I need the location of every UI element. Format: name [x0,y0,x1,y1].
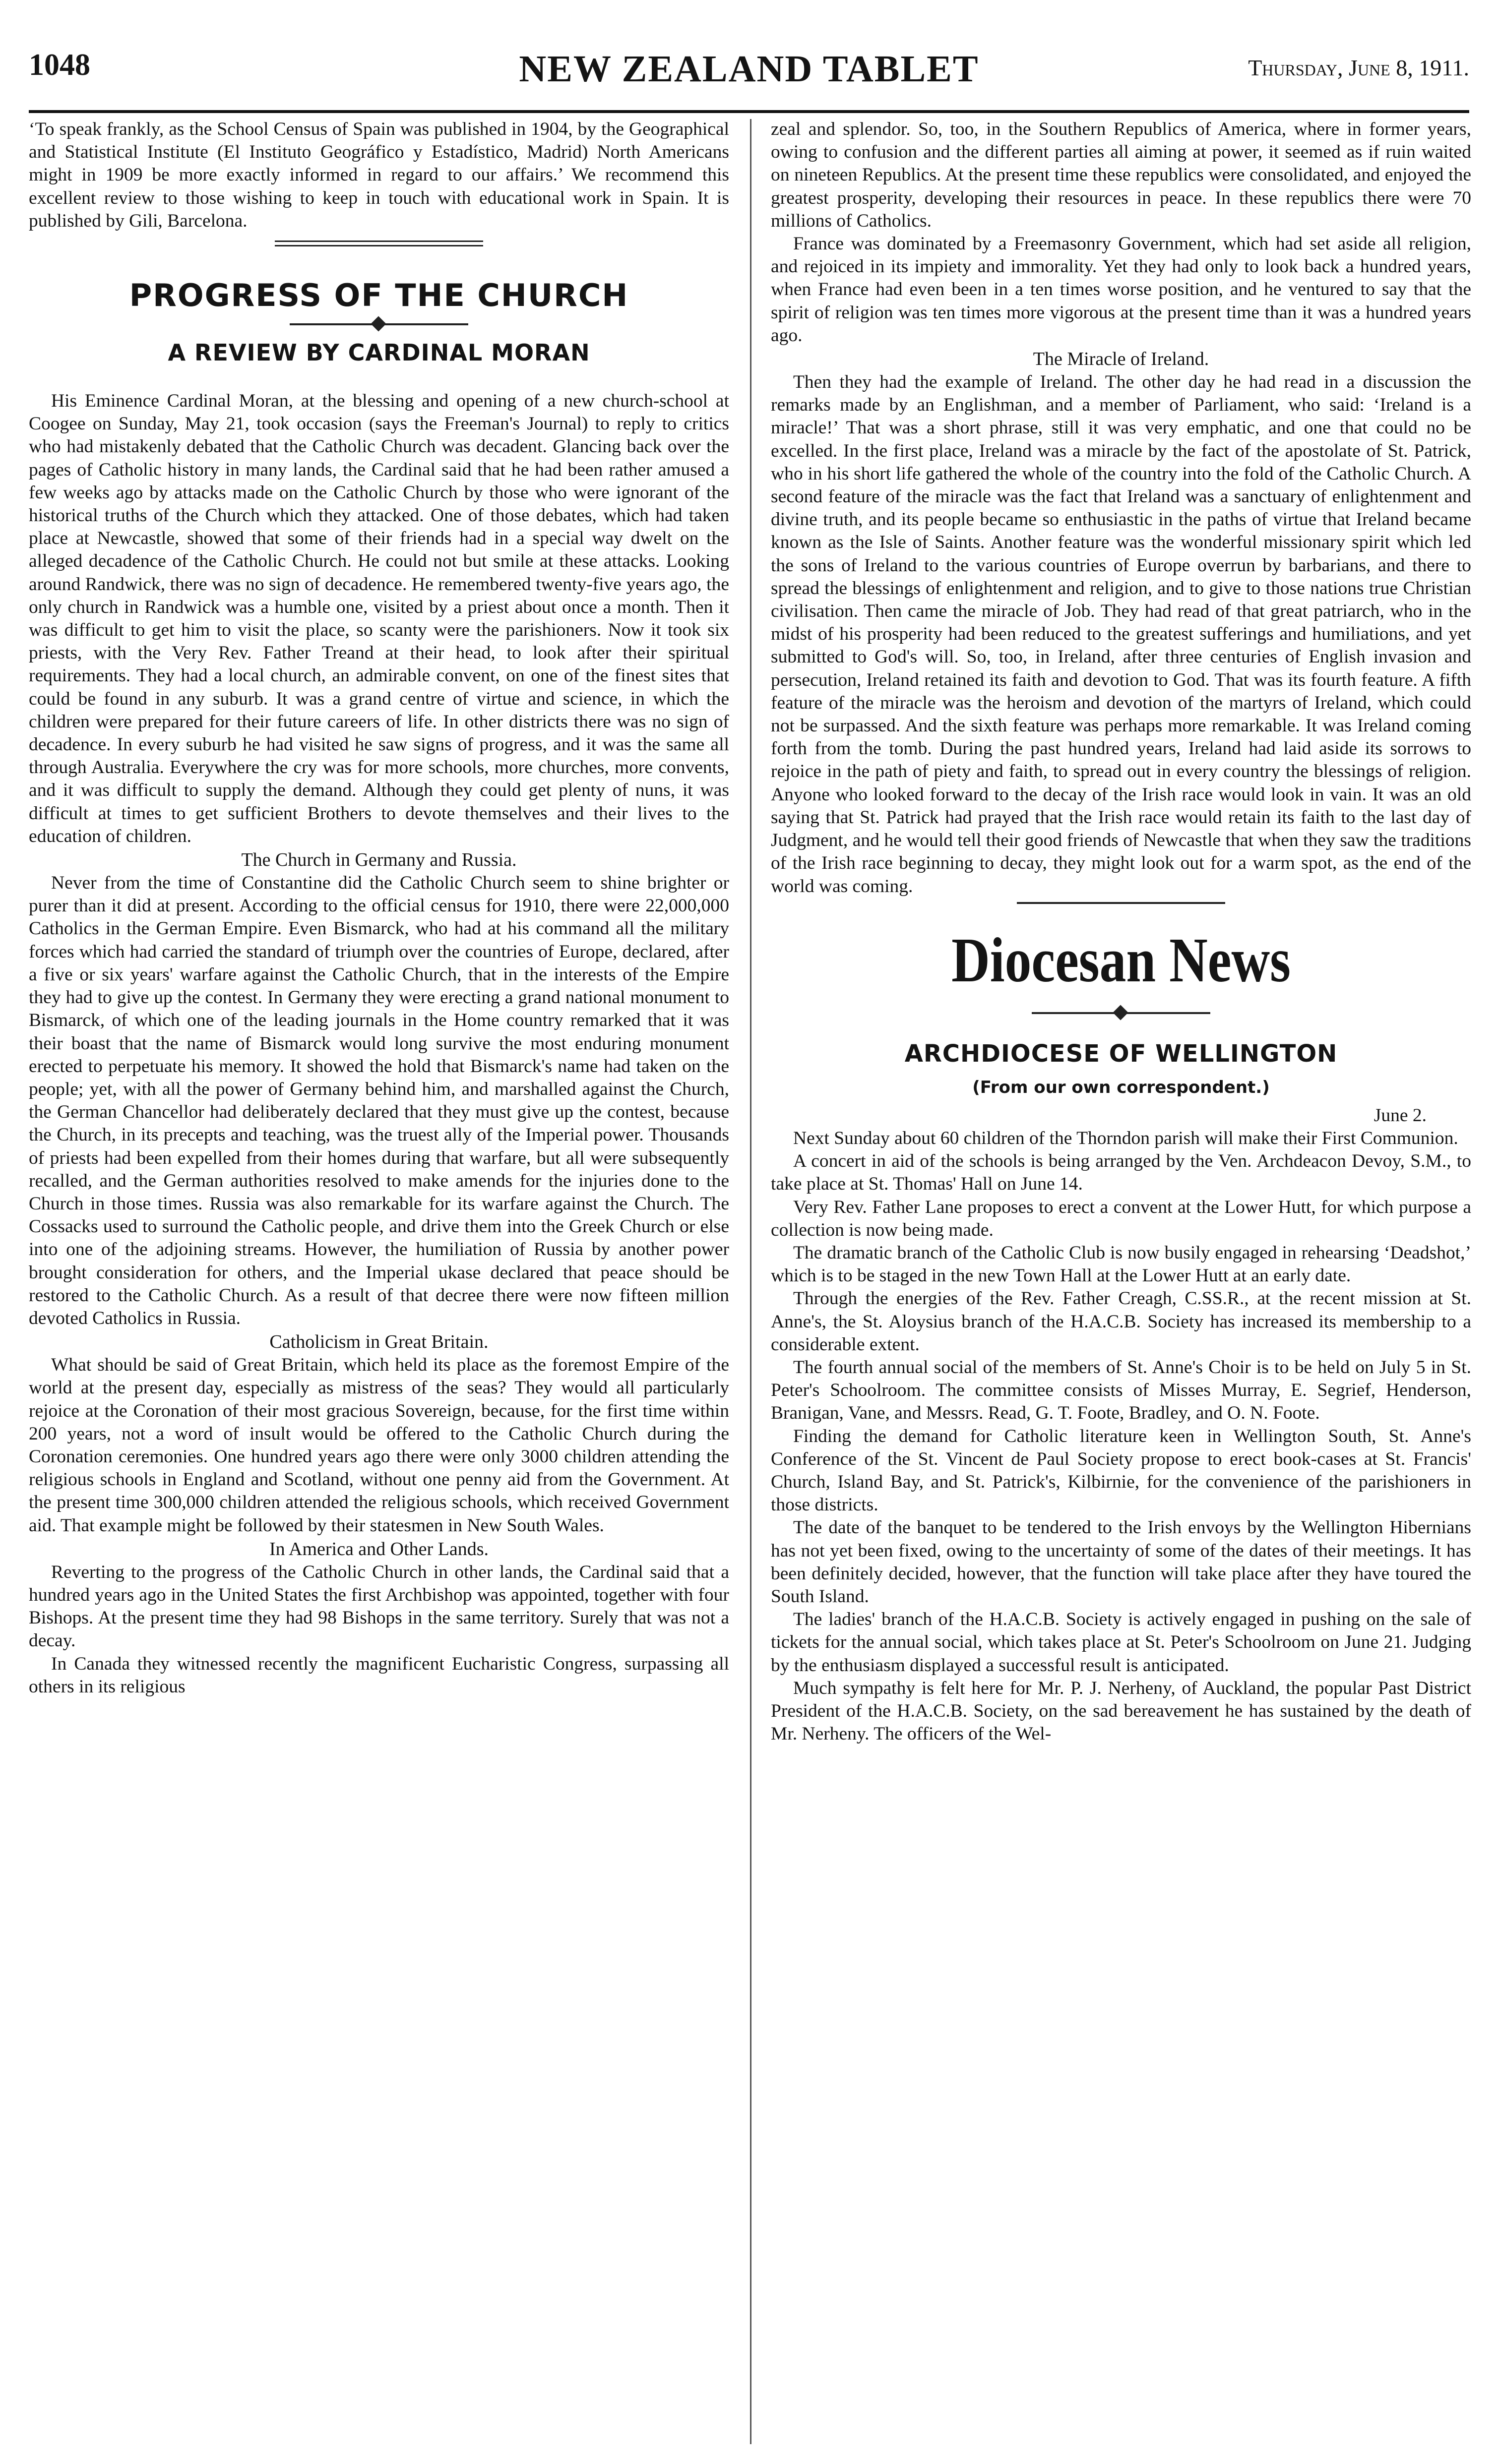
newspaper-title: NEW ZEALAND TABLET [519,48,979,90]
ornament-rule [290,323,468,325]
article-paragraph: In Canada they witnessed recently the magnificent Eucharistic Congress, surpassing all others in its religious [29,1653,729,1697]
news-item: The ladies' branch of the H.A.C.B. Society is actively engaged in pushing on the sale of tickets for the annual social, which takes place at St. Peter's Schoolroom on June 21. Judging by the enthusiasm displayed a successful result is anticipated. [771,1609,1471,1676]
section-divider [1017,902,1225,904]
correspondent-credit: (From our own correspondent.) [972,1077,1270,1097]
article-paragraph: France was dominated by a Freemasonry Government, which had set aside all religion, and rejoiced in its impiety and immorality. Yet they had only to look back a hundred years, when France had even been in a ten times worse position, and he ventured to say that the spirit of religion was ten times more vigorous at the present time than it was a hundred years ago. [771,234,1471,346]
section-subhead: The Church in Germany and Russia. [241,849,517,871]
article-subheading: A REVIEW BY CARDINAL MORAN [168,339,590,366]
article-paragraph: His Eminence Cardinal Moran, at the blessing and opening of a new church-school at Coogee on Sunday, May 21, took occasion (says the Freeman's Journal) to reply to critics who had mistakenly debated that the Catholic Church was decadent. Glancing back over the pages of Catholic history in many lands, the Cardinal said that he had been rather amused a few weeks ago by attacks made on the Catholic Church by those who were ignorant of the historical truths of the Church which they attacked. One of those debates, which had taken place at Newcastle, showed that some of their friends had in a special way dwelt on the alleged decadence of the Catholic Church. He could not but smile at these attacks. Looking around Randwick, there was no sign of decadence. He remembered twenty-five years ago, the only church in Randwick was a humble one, visited by a priest about once a month. Then it was difficult to get him to visit the place, so scanty were the parishioners. Now it took six priests, with the Very Rev. Father Treand at their head, to look after their spiritual requirements. They had a local church, an admirable convent, on one of the finest sites that could be found in any suburb. It was a grand centre of virtue and science, in which the children were prepared for their future careers of life. In other districts there was no sign of decadence. In every suburb he had visited he saw signs of progress, and it was the same all through Australia. Everywhere the cry was for more schools, more churches, more convents, and it was difficult to supply the demand. Although they could get plenty of nuns, it was difficult at times to get sufficient Brothers to devote themselves and their lives to the education of children. [29,391,729,846]
news-item: Very Rev. Father Lane proposes to erect a convent at the Lower Hutt, for which purpose a collection is now being made. [771,1197,1471,1240]
page-number: 1048 [29,48,90,82]
news-item: The date of the banquet to be tendered to the Irish envoys by the Wellington Hibernians has not yet been fixed, owing to the uncertainty of some of the dates of their meetings. It has been definitely decided, however, that the function will take place after they have toured the South Island. [771,1517,1471,1607]
masthead [29,48,1469,112]
dateline: June 2. [1373,1105,1427,1126]
news-item: The fourth annual social of the members of St. Anne's Choir is to be held on July 5 in St. Peter's Schoolroom. The committee consists of Misses Murray, E. Segrief, Henderson, Branigan, Vane, and Messrs. Read, G. T. Foote, Bradley, and O. N. Foote. [771,1357,1471,1424]
column-divider [750,119,751,2444]
diocesan-news-heading: Diocesan News [951,924,1291,995]
diamond-ornament-icon [371,316,386,331]
issue-date: Thursday, June 8, 1911. [1248,55,1469,80]
section-subhead: The Miracle of Ireland. [1033,349,1209,370]
ornament-rule [1032,1012,1210,1014]
news-item: A concert in aid of the schools is being arranged by the Ven. Archdeacon Devoy, S.M., to take place at St. Thomas' Hall on June 14. [771,1151,1471,1195]
intro-paragraph: ‘To speak frankly, as the School Census of Spain was published in 1904, by the Geographical and Statistical Institute (El Instituto Geográfico y Estadístico, Madrid) North Americans might in 1909 be more exactly informed in regard to our affairs.’ We recommend this excellent review to those wishing to keep in touch with educational work in Spain. It is published by Gili, Barcelona. [29,119,729,231]
news-item: Next Sunday about 60 children of the Thorndon parish will make their First Communion. [793,1128,1458,1148]
right-column [771,118,1471,2444]
diamond-ornament-icon [1113,1005,1128,1020]
article-paragraph: Never from the time of Constantine did the Catholic Church seem to shine brighter or purer than it did at present. According to the official census for 1910, there were 22,000,000 Catholics in the German Empire. Even Bismarck, who had at his command all the military forces which had carried the standard of triumph over the countries of Europe, declared, after a five or six years' warfare against the Catholic Church, that in the interests of the Empire they had to give up the contest. In Germany they were erecting a grand national monument to Bismarck, of which one of the leading journals in the Home country remarked that it was their boast that the name of Bismarck would long survive the most enduring monument erected to perpetuate his memory. It showed the hold that Bismarck's name had taken on the people; yet, with all the power of Germany behind him, and marshalled against the Church, the German Chancellor had deliberately declared that they must give up the contest, because the Church, in its precepts and teaching, was the truest ally of the Imperial power. Thousands of priests had been expelled from their homes during that warfare, but all were subsequently recalled, and the German authorities resolved to make amends for the injuries done to the Church in those times. Russia was also remarkable for its warfare against the Church. The Cossacks used to surround the Catholic people, and drive them into the Greek Church or else into one of the adjoining streams. However, the humiliation of Russia by another power brought consideration for others, and the Imperial ukase declared that peace should be restored to the Catholic Church. As a result of that decree there were now fifteen million devoted Catholics in Russia. [29,873,729,1328]
news-item: The dramatic branch of the Catholic Club is now busily engaged in rehearsing ‘Deadshot,’ which is to be staged in the new Town Hall at the Lower Hutt at an early date. [771,1242,1471,1286]
section-subhead: In America and Other Lands. [269,1538,489,1560]
article-heading: PROGRESS OF THE CHURCH [129,277,629,314]
article-paragraph: What should be said of Great Britain, which held its place as the foremost Empire of the world at the present day, especially as mistress of the seas? They would all particularly rejoice at the Coronation of their most gracious Sovereign, because, for the first time within 200 years, not a word of insult would be offered to the Catholic Church during the Coronation ceremonies. One hundred years ago there were only 3000 children attending the religious schools in England and Scotland, without one penny aid from the Government. At the present time 300,000 children attended the religious schools, which received Government aid. That example might be followed by their statesmen in New South Wales. [29,1355,729,1536]
article-paragraph: Reverting to the progress of the Catholic Church in other lands, the Cardinal said that a hundred years ago in the United States the first Archbishop was appointed, together with four Bishops. At the present time they had 98 Bishops in the same territory. Surely that was not a decay. [29,1562,729,1651]
news-item: Much sympathy is felt here for Mr. P. J. Nerheny, of Auckland, the popular Past District President of the H.A.C.B. Society, on the sad bereavement he has sustained by the death of Mr. Nerheny. The officers of the Wel- [771,1678,1471,1744]
article-paragraph: Then they had the example of Ireland. The other day he had read in a discussion the remarks made by an Englishman, and a member of Parliament, who said: ‘Ireland is a miracle!’ That was a short phrase, still it was very emphatic, and one that could no be excelled. In the first place, Ireland was a miracle by the fact of the apostolate of St. Patrick, who in his short life gathered the whole of the country into the fold of the Catholic Church. A second feature of the miracle was the fact that Ireland was a sanctuary of enlightenment and divine truth, and its people became so enthusiastic in the paths of virtue that Ireland became known as the Isle of Saints. Another feature was the wonderful missionary spirit which led the sons of Ireland to the various countries of Europe overrun by barbarians, and there to spread the blessings of enlightenment and religion, and to give to those nations true Christian civilisation. Then came the miracle of Job. They had read of that great patriarch, who in the midst of his prosperity had been reduced to the greatest sufferings and humiliations, and yet submitted to God's will. So, too, in Ireland, after three centuries of English invasion and persecution, Ireland retained its faith and devotion to God. That was its fourth feature. A fifth feature of the miracle was the heroism and devotion of the martyrs of Ireland, which could not be surpassed. And the sixth feature was perhaps more remarkable. It was Ireland coming forth from the tomb. During the past hundred years, Ireland had laid aside its sorrows to rejoice in the path of piety and faith, to spread out in every country the blessings of religion. Anyone who looked forward to the decay of the Irish race would look in vain. It was an old saying that St. Patrick had prayed that the Irish race would retain its faith to the last day of Judgment, and he would tell their good friends of Newcastle that when they saw the traditions of the Irish race beginning to decay, they might look out for a warm spot, as the end of the world was coming. [771,372,1471,897]
article-paragraph: zeal and splendor. So, too, in the Southern Republics of America, where in former years, owing to confusion and the different parties all aiming at power, it seemed as if ruin waited on nineteen Republics. At the present time these republics were consolidated, and enjoyed the greatest prosperity, developing their resources in peace. In these republics there were 70 millions of Catholics. [771,119,1471,231]
news-item: Through the energies of the Rev. Father Creagh, C.SS.R., at the recent mission at St. Anne's, the St. Aloysius branch of the H.A.C.B. Society has increased its membership to a considerable extent. [771,1288,1471,1355]
section-divider [275,240,483,246]
left-column [29,118,729,2444]
section-subhead: Catholicism in Great Britain. [269,1331,489,1353]
news-item: Finding the demand for Catholic literature keen in Wellington South, St. Anne's Conference of the St. Vincent de Paul Society propose to erect book-cases at St. Francis' Church, Island Bay, and St. Patrick's, Kilbirnie, for the convenience of the parishioners in those districts. [771,1426,1471,1515]
header-rule [29,110,1469,113]
archdiocese-heading: ARCHDIOCESE OF WELLINGTON [904,1039,1338,1068]
